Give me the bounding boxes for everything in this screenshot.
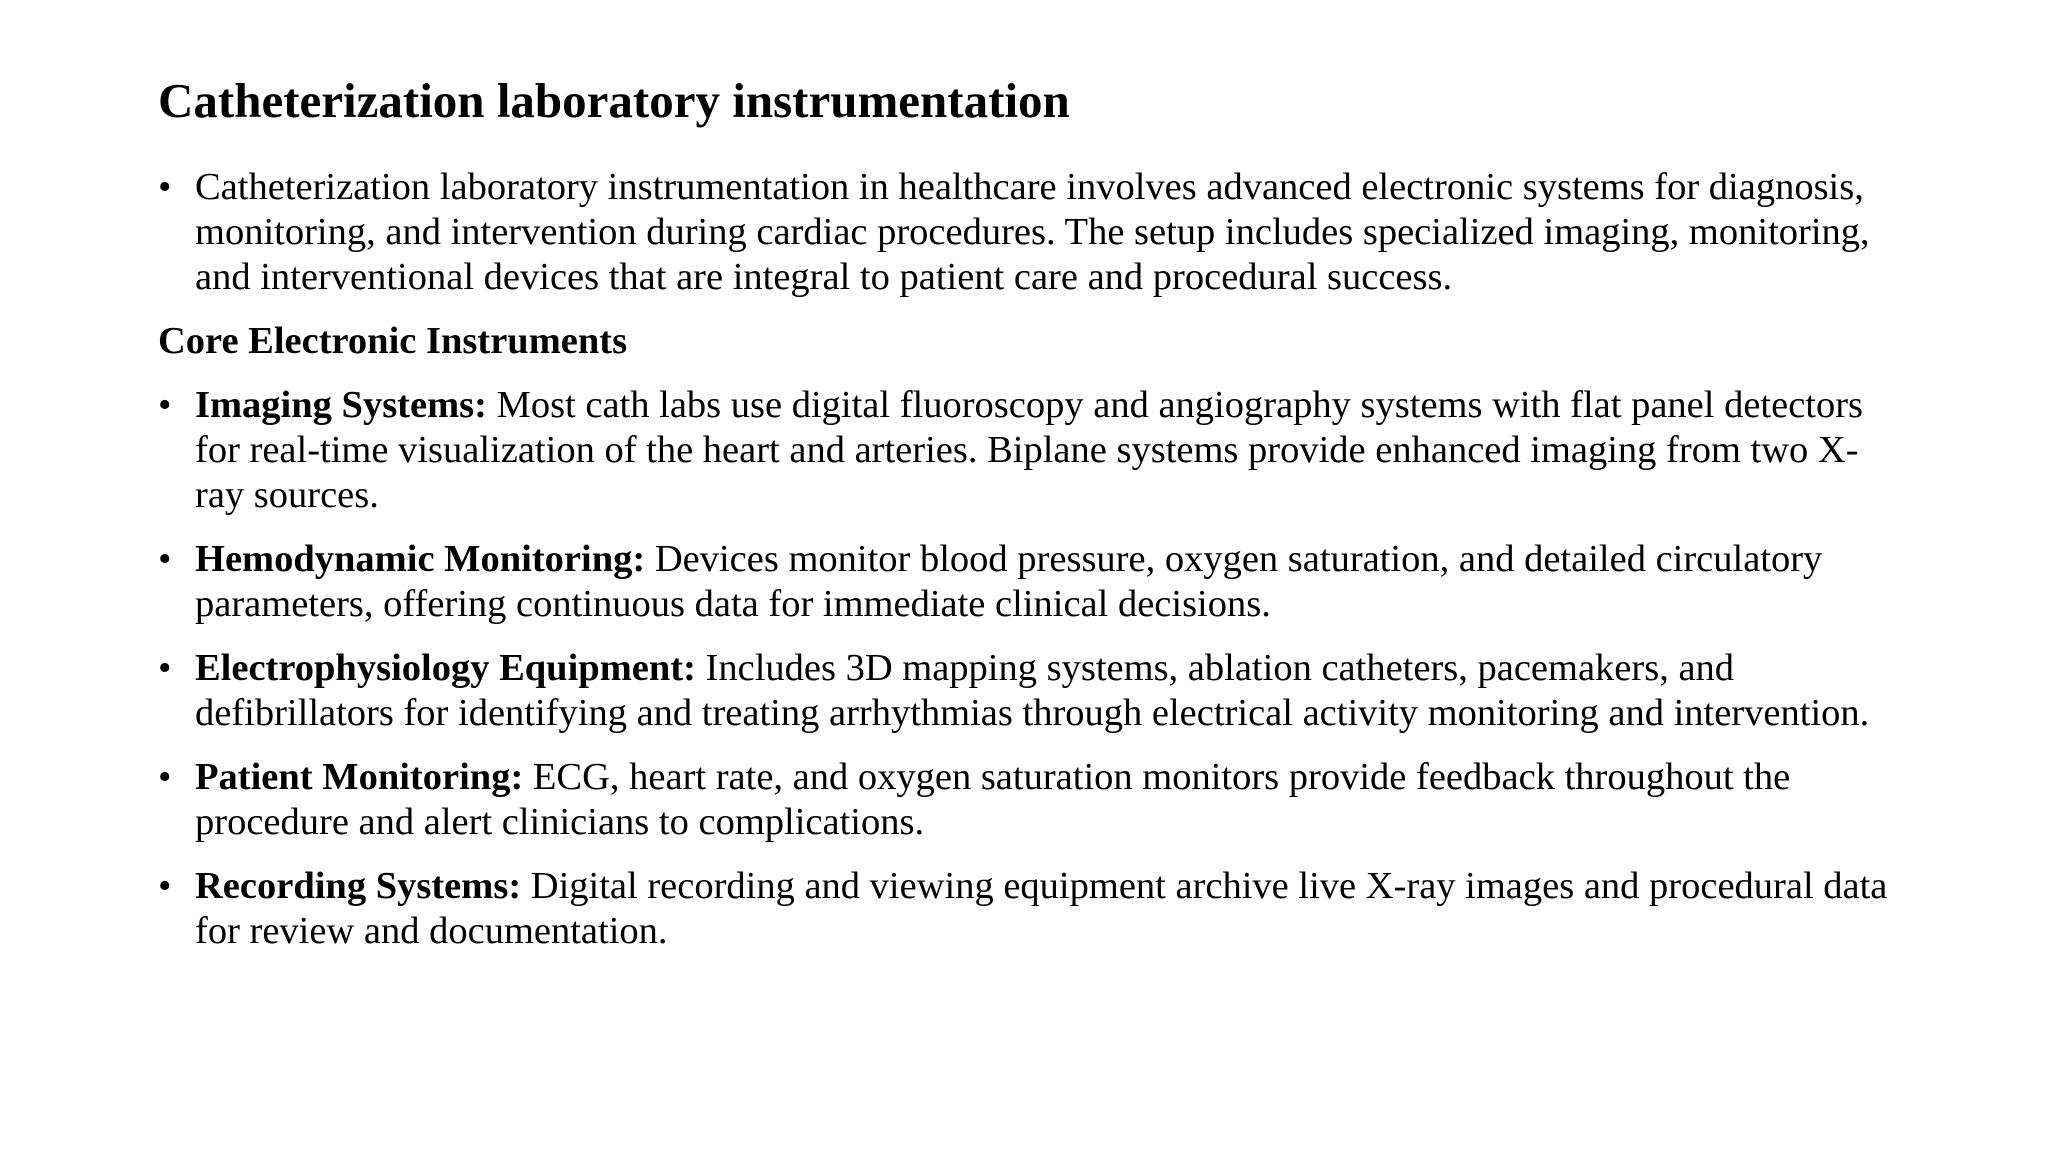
bullet-icon: • (158, 865, 172, 907)
list-item-electrophysiology-equipment (158, 646, 1898, 736)
list-item-patient-monitoring (158, 755, 1898, 845)
slide-title: Catheterization laboratory instrumentation (158, 73, 1070, 128)
bullet-icon: • (158, 756, 172, 798)
item-term: Electrophysiology Equipment: (195, 647, 696, 689)
bullet-icon: • (158, 384, 172, 426)
intro-bullet (158, 165, 1898, 300)
item-text: Digital recording and viewing equipment archive live X-ray images and procedural data for review and documentation. (195, 865, 1888, 952)
slide-content (158, 165, 1898, 973)
item-term: Hemodynamic Monitoring: (195, 538, 646, 580)
item-text: Devices monitor blood pressure, oxygen saturation, and detailed circulatory parameters, offering continuous data for immediate clinical decisions. (195, 538, 1823, 625)
bullet-icon: • (158, 647, 172, 689)
item-text: ECG, heart rate, and oxygen saturation monitors provide feedback throughout the procedure and alert clinicians to complications. (195, 756, 1791, 843)
bullet-icon: • (158, 166, 172, 208)
list-item-recording-systems (158, 864, 1898, 954)
bullet-icon: • (158, 538, 172, 580)
item-text: Includes 3D mapping systems, ablation catheters, pacemakers, and defibrillators for identifying and treating arrhythmias through electrical activity monitoring and intervention. (195, 647, 1870, 734)
intro-text: Catheterization laboratory instrumentation in healthcare involves advanced electronic systems for diagnosis, monitoring, and intervention during cardiac procedures. The setup includes specialized imaging, monitoring, and interventional devices that are integral to patient care and procedural success. (195, 166, 1870, 298)
item-term: Patient Monitoring: (195, 756, 524, 798)
list-item-hemodynamic-monitoring (158, 537, 1898, 627)
item-term: Imaging Systems: (195, 384, 487, 426)
list-item-imaging-systems (158, 383, 1898, 518)
item-term: Recording Systems: (195, 865, 522, 907)
item-text: Most cath labs use digital fluoroscopy and angiography systems with flat panel detectors for real-time visualization of the heart and arteries. Biplane systems provide enhanced imaging from two X-ray sources. (195, 384, 1864, 516)
section-heading: Core Electronic Instruments (158, 320, 628, 362)
